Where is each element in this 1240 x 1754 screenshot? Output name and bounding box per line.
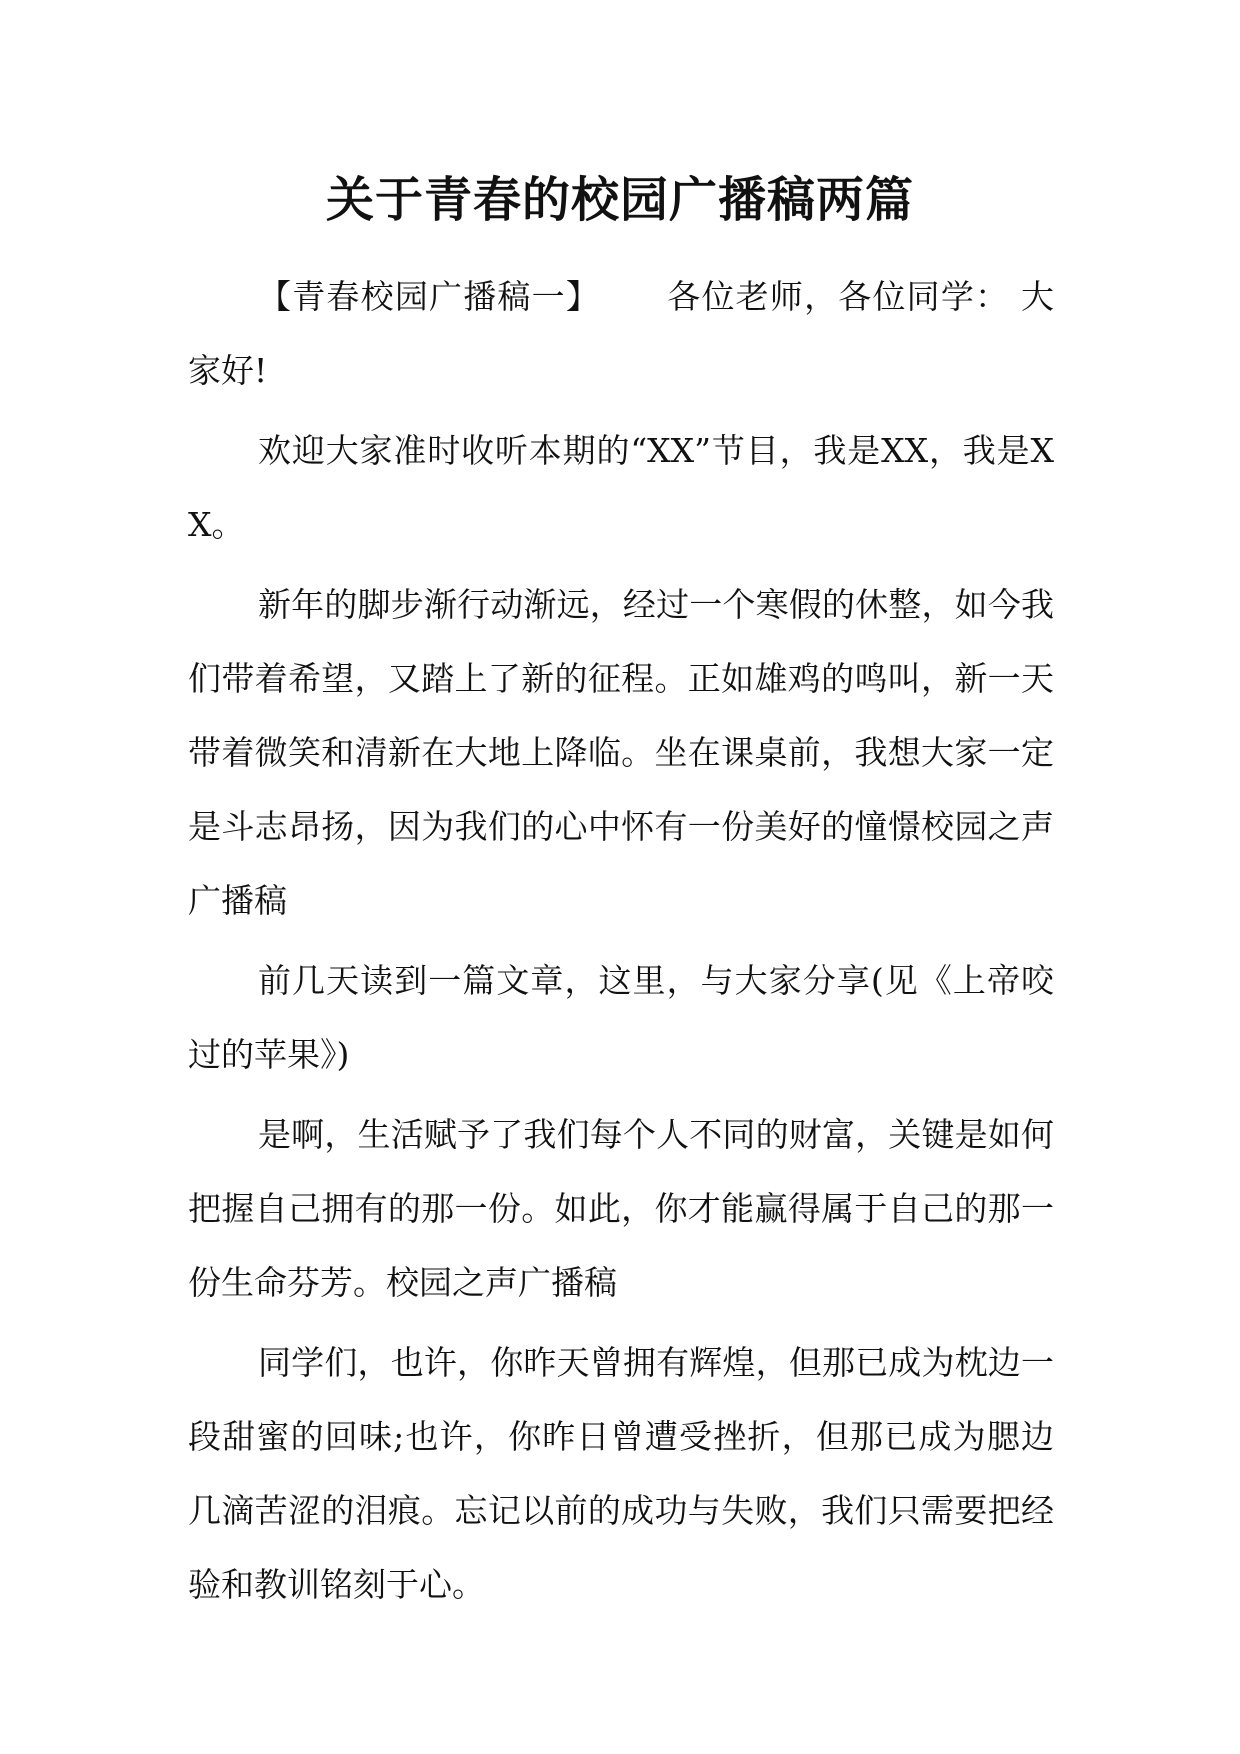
document-body [188,260,1054,1628]
document-title: 关于青春的校园广播稿两篇 [325,172,914,228]
paragraph-welcome: 欢迎大家准时收听本期的“XX”节目，我是XX，我是XX。 [188,431,1054,544]
section-heading: 【青春校园广播稿一】 [258,277,601,316]
paragraph-classmates: 同学们，也许，你昨天曾拥有辉煌，但那已成为枕边一段甜蜜的回味;也许，你昨日曾遭受挫折，但那已成为腮边几滴苦涩的泪痕。忘记以前的成功与失败，我们只需要把经验和教训铭刻于心。 [188,1343,1054,1604]
greeting-text: 各位老师，各位同学： 大家好! [188,277,1054,390]
paragraph-new-year: 新年的脚步渐行动渐远，经过一个寒假的休整，如今我们带着希望，又踏上了新的征程。正如雄鸡的鸣叫，新一天带着微笑和清新在大地上降临。坐在课桌前，我想大家一定是斗志昂扬，因为我们的心中怀有一份美好的憧憬校园之声广播稿 [188,585,1054,920]
paragraph-article: 前几天读到一篇文章，这里，与大家分享(见《上帝咬过的苹果》) [188,961,1054,1074]
paragraph-life: 是啊，生活赋予了我们每个人不同的财富，关键是如何把握自己拥有的那一份。如此，你才能赢得属于自己的那一份生命芬芳。校园之声广播稿 [188,1115,1054,1302]
paragraph-greeting [188,260,1054,408]
